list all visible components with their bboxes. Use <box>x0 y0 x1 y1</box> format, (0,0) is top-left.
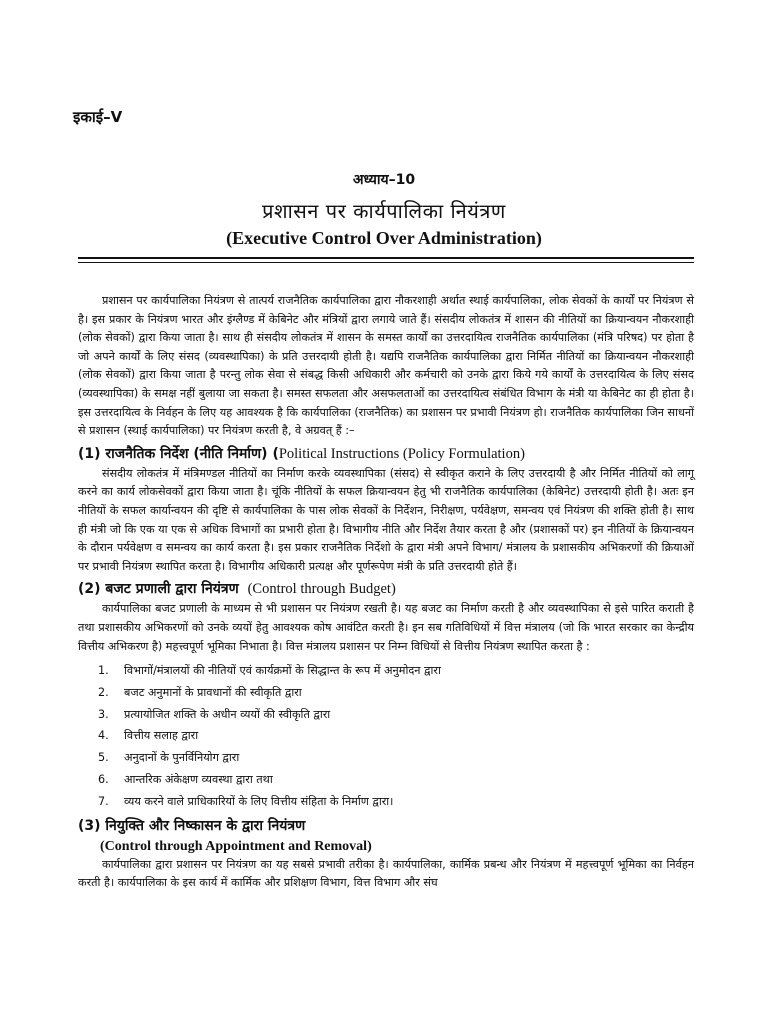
title-english: (Executive Control Over Administration) <box>226 228 542 248</box>
list-item-number: 2. <box>98 685 109 699</box>
section3-heading-hindi: (3) नियुक्ति और निष्कासन के द्वारा नियंत्रण <box>78 817 306 834</box>
chapter-label: अध्याय–10 <box>352 172 416 188</box>
list-item-number: 7. <box>98 794 109 808</box>
list-item-number: 1. <box>98 664 109 678</box>
list-item-text: विभागों/मंत्रालयों की नीतियों एवं कार्यक्रमों के सिद्धान्त के रूप में अनुमोदन द्वारा <box>124 664 441 678</box>
list-item-number: 6. <box>98 773 109 787</box>
title-rule-thin <box>78 262 694 263</box>
section1-paragraph: संसदीय लोकतंत्र में मंत्रिमण्डल नीतियों का निर्माण करके व्यवस्थापिका (संसद) से स्वीकृत कराने के लिए उत्तरदायी है और निर्मित नीतियों को लागू करने का कार्य लोकसेवकों द्वारा किया जाता है। चूंकि नीतियों के सफल क्रियान्वयन हेतु भी राजनैतिक कार्यपालिका (केबिनेट) उत्तरदायी होती है। अतः इन नीतियों के सफल कार्यान्वयन की दृष्टि से कार्यपालिका के पास लोक सेवकों के निर्देशन, निरीक्षण, पर्यवेक्षण, समन्वय एवं नियंत्रण की शक्ति होती है। साथ ही मंत्री जो कि एक या एक से अधिक विभागों का प्रभारी होता है। विभागीय नीति और निर्देश तैयार करता है और (प्रशासकों पर) इन नीतियों के क्रियान्वयन के दौरान पर्यवेक्षण व समन्वय का कार्य करता है। इस प्रकार राजनैतिक निर्देशो के द्वारा मंत्री अपने विभाग/ मंत्रालय के प्रशासकीय अभिकरणों की क्रियाओं पर प्रभावी नियंत्रण स्थापित करता है। विभागीय अधिकारी प्रत्यक्ष और पूर्णरूपेण मंत्री के प्रति उत्तरदायी होते हैं। <box>78 466 694 573</box>
list-item-number: 4. <box>98 729 109 743</box>
list-item <box>78 791 694 813</box>
list-item <box>78 769 694 791</box>
list-item-text: आन्तरिक अंकेक्षण व्यवस्था द्वारा तथा <box>124 773 273 787</box>
section3-paragraph: कार्यपालिका द्वारा प्रशासन पर नियंत्रण का यह सबसे प्रभावी तरीका है। कार्यपालिका, कार्मिक प्रबन्ध और नियंत्रण में महत्त्वपूर्ण भूमिका का निर्वहन करती है। कार्यपालिका के इस कार्य में कार्मिक और प्रशिक्षण विभाग, वित्त विभाग और संघ <box>78 857 694 890</box>
section3-subheading-english: (Control through Appointment and Removal) <box>100 838 372 854</box>
section1-heading <box>78 444 694 464</box>
list-item <box>78 747 694 769</box>
list-item <box>78 725 694 747</box>
title-hindi: प्रशासन पर कार्यपालिका नियंत्रण <box>262 199 506 223</box>
list-item-text: बजट अनुमानों के प्रावधानों की स्वीकृति द्वारा <box>124 685 302 699</box>
document-body <box>78 292 694 893</box>
section1-heading-english: Political Instructions (Policy Formulation) <box>278 445 525 462</box>
budget-control-list <box>78 660 694 813</box>
intro-paragraph: प्रशासन पर कार्यपालिका नियंत्रण से तात्पर्य राजनैतिक कार्यपालिका द्वारा नौकरशाही अर्थात स्थाई कार्यपालिका, लोक सेवकों के कार्यों पर नियंत्रण से है। इस प्रकार के नियंत्रण भारत और इंग्लैण्ड में केबिनेट और मंत्रियों द्वारा लगाये जाते हैं। संसदीय लोकतंत्र में शासन की नीतियों का क्रियान्वयन नौकरशाही (लोक सेवकों) द्वारा किया जाता है। साथ ही संसदीय लोकतंत्र में शासन के समस्त कार्यों का उत्तरदायित्व राजनैतिक कार्यपालिका (मंत्रि परिषद) पर होता है जो अपने कार्यों के लिए संसद (व्यवस्थापिका) के प्रति उत्तरदायी होती है। यद्यपि राजनैतिक कार्यपालिका द्वारा निर्मित नीतियों का क्रियान्वयन नौकरशाही (लोक सेवकों) द्वारा किया जाता है परन्तु लोक सेवा से संबद्ध किसी अधिकारी और कर्मचारी को उनके द्वारा किये गये कार्यों के उत्तरदायित्व के लिए संसद (व्यवस्थापिका) के समक्ष नहीं बुलाया जा सकता है। समस्त सफलता और असफलताओं का उत्तरदायित्व संबंधित विभाग के मंत्री या केबिनेट का ही होता है। इस उत्तरदायित्व के निर्वहन के लिए यह आवश्यक है कि कार्यपालिका (राजनैतिक) का प्रशासन पर प्रभावी नियंत्रण हो। राजनैतिक कार्यपालिका जिन साधनों से प्रशासन (स्थाई कार्यपालिका) पर नियंत्रण करती है, वे अग्रवत् हैं :– <box>78 294 694 438</box>
list-item-number: 5. <box>98 751 109 765</box>
section2-heading-hindi: (2) बजट प्रणाली द्वारा नियंत्रण <box>78 581 239 598</box>
section2-heading-english: (Control through Budget) <box>247 581 396 598</box>
section2-heading <box>78 579 694 599</box>
list-item-text: अनुदानों के पुनर्विनियोग द्वारा <box>124 751 240 765</box>
list-item-number: 3. <box>98 707 109 721</box>
section2-paragraph: कार्यपालिका बजट प्रणाली के माध्यम से भी प्रशासन पर नियंत्रण रखती है। यह बजट का निर्माण करती है और व्यवस्थापिका से इसे पारित कराती है तथा प्रशासकीय अभिकरणों को उनके व्ययों हेतु आवश्यक कोष आवंटित करती है। इन सब गतिविधियों में वित्त मंत्रालय (जो कि भारत सरकार का केन्द्रीय वित्तीय अभिकरण है) महत्त्वपूर्ण भूमिका निभाता है। वित्त मंत्रालय प्रशासन पर निम्न विधियों से वित्तीय नियंत्रण स्थापित करता है : <box>78 602 694 653</box>
title-rule-thick <box>78 257 694 259</box>
unit-label: इकाई–V <box>73 108 123 126</box>
list-item-text: प्रत्यायोजित शक्ति के अधीन व्ययों की स्वीकृति द्वारा <box>124 707 331 721</box>
list-item <box>78 704 694 726</box>
list-item <box>78 682 694 704</box>
section1-heading-hindi: (1) राजनैतिक निर्देश (नीति निर्माण) ( <box>78 445 279 462</box>
list-item-text: व्यय करने वाले प्राधिकारियों के लिए वित्तीय संहिता के निर्माण द्वारा। <box>124 794 394 808</box>
section3-heading <box>78 816 694 836</box>
list-item-text: वित्तीय सलाह द्वारा <box>124 729 199 743</box>
list-item <box>78 660 694 682</box>
